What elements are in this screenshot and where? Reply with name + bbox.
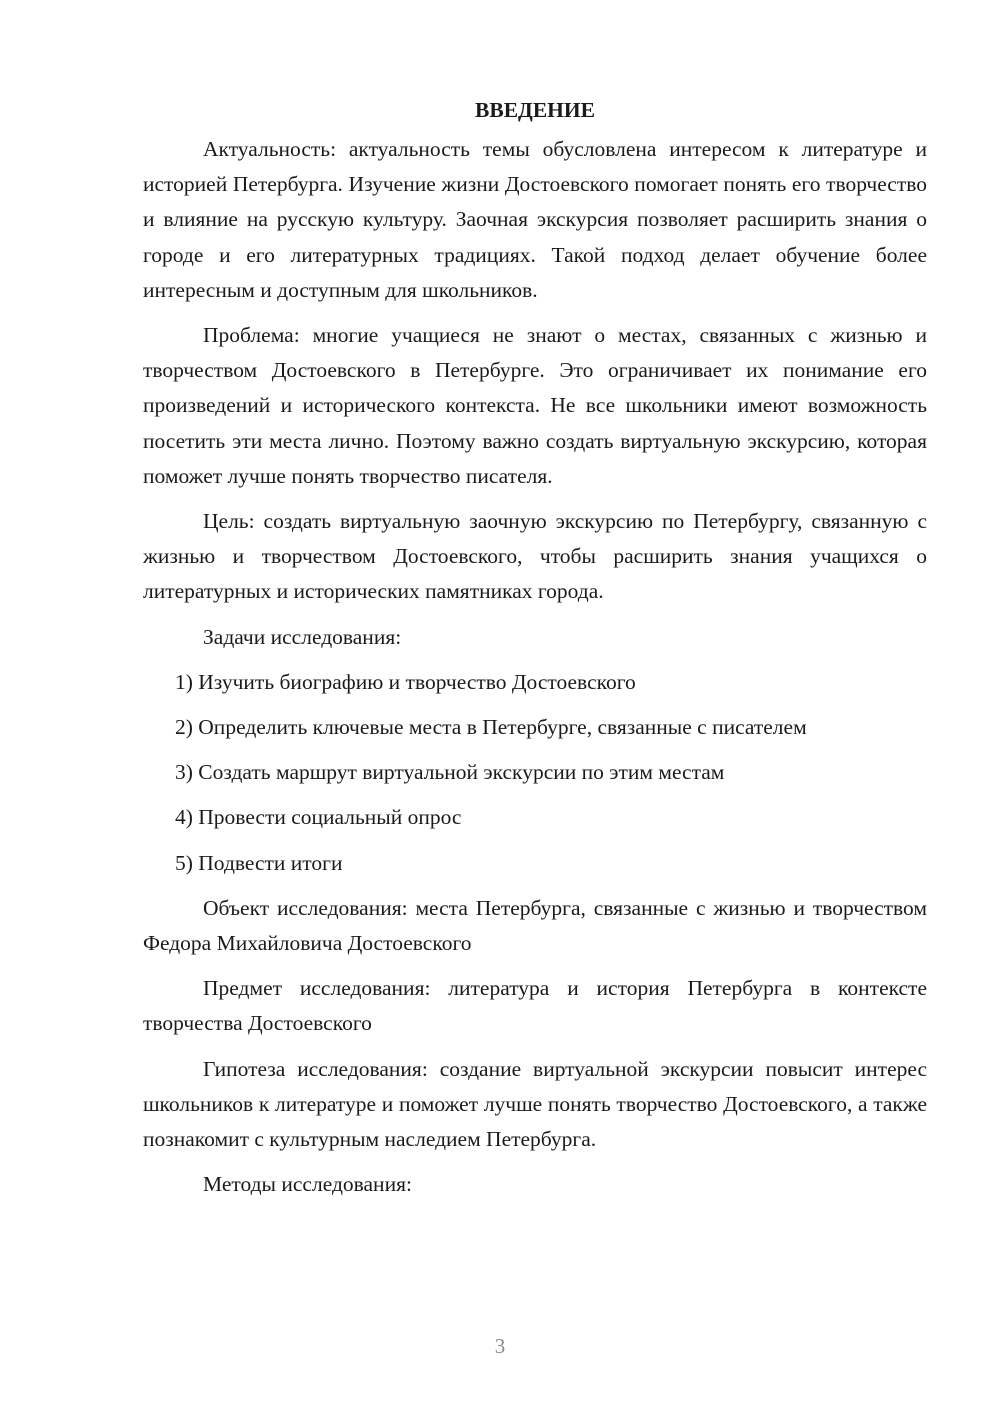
document-page xyxy=(143,92,927,1212)
subject-paragraph: Предмет исследования: литература и история Петербурга в контексте творчества Достоевского xyxy=(143,976,927,1036)
list-item: 4) Провести социальный опрос xyxy=(175,805,462,830)
hypothesis-paragraph: Гипотеза исследования: создание виртуальной экскурсии повысит интерес школьников к литературе и поможет лучше понять творчество Достоевского, а также познакомит с культурным наследием Петербурга. xyxy=(143,1056,927,1152)
section-title: ВВЕДЕНИЕ xyxy=(475,98,595,122)
list-item: 2) Определить ключевые места в Петербурге, связанные с писателем xyxy=(175,715,807,740)
list-item: 5) Подвести итоги xyxy=(175,850,343,875)
page-number: 3 xyxy=(494,1334,506,1358)
problem-paragraph: Проблема: многие учащиеся не знают о местах, связанных с жизнью и творчеством Достоевского в Петербурге. Это ограничивает их понимание его произведений и исторического контекста. Не все школьники имеют возможность посетить эти места лично. Поэтому важно создать виртуальную экскурсию, которая поможет лучше понять творчество писателя. xyxy=(143,323,927,488)
goal-paragraph: Цель: создать виртуальную заочную экскурсию по Петербургу, связанную с жизнью и творчеством Достоевского, чтобы расширить знания учащихся о литературных и исторических памятниках города. xyxy=(143,509,927,604)
tasks-list xyxy=(143,665,927,881)
object-paragraph: Объект исследования: места Петербурга, связанные с жизнью и творчеством Федора Михайловича Достоевского xyxy=(143,895,927,956)
list-item: 3) Создать маршрут виртуальной экскурсии по этим местам xyxy=(175,760,725,785)
list-item: 1) Изучить биографию и творчество Достоевского xyxy=(175,669,636,694)
relevance-paragraph: Актуальность: актуальность темы обусловлена интересом к литературе и историей Петербурга. Изучение жизни Достоевского помогает понять его творчество и влияние на русскую культуру. Заочная экскурсия позволяет расширить знания о городе и его литературных традициях. Такой подход делает обучение более интересным и доступным для школьников. xyxy=(143,137,927,302)
tasks-heading: Задачи исследования: xyxy=(203,624,402,649)
methods-heading: Методы исследования: xyxy=(203,1172,412,1197)
